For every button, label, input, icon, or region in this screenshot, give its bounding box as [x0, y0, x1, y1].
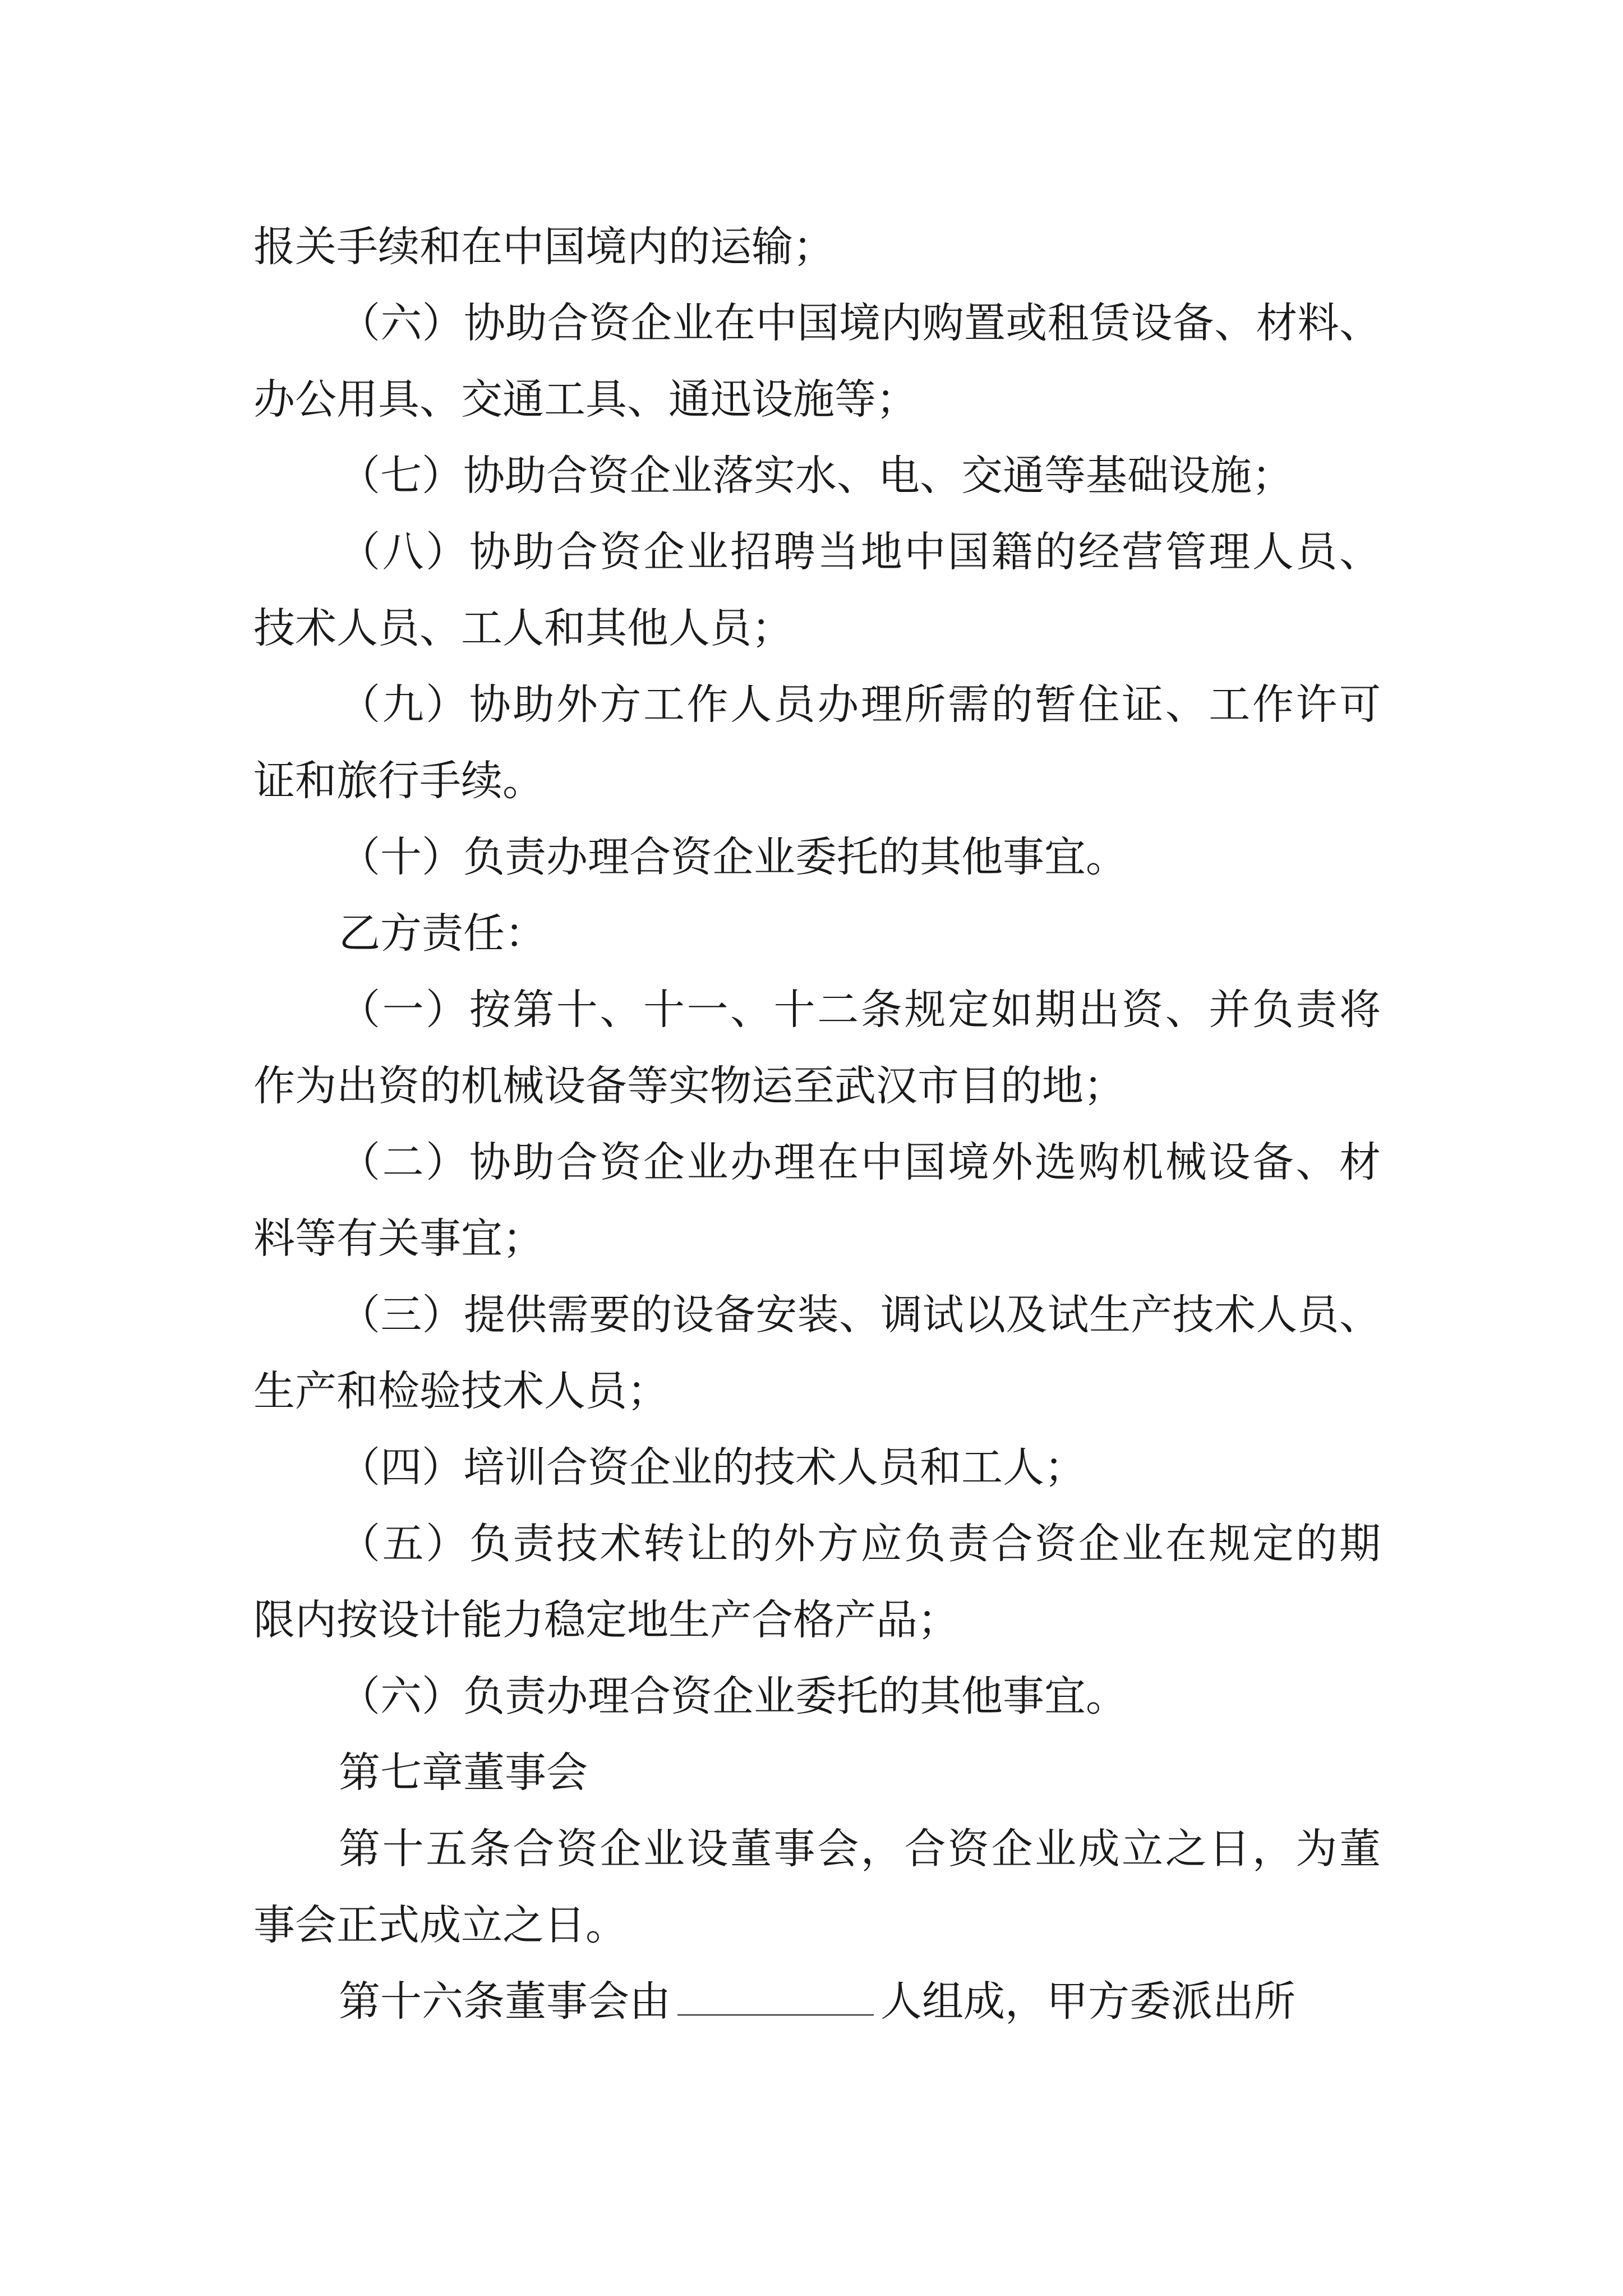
fill-in-blank: [677, 2012, 874, 2016]
text-line: （八）协助合资企业招聘当地中国籍的经营管理人员、: [339, 528, 1381, 576]
text-line: （三）提供需要的设备安装、调试以及试生产技术人员、: [339, 1291, 1381, 1339]
text-line: （六）协助合资企业在中国境内购置或租赁设备、材料、: [339, 299, 1381, 347]
text-line: 第十五条合资企业设董事会，合资企业成立之日，为董: [339, 1825, 1381, 1873]
text-line: （六）负责办理合资企业委托的其他事宜。: [339, 1672, 1127, 1720]
text-line: 生产和检验技术人员；: [253, 1367, 668, 1415]
text-line: 事会正式成立之日。: [253, 1901, 627, 1949]
text-line: （一）按第十、十一、十二条规定如期出资、并负责将: [339, 986, 1381, 1034]
text-line: 证和旅行手续。: [253, 757, 544, 805]
text-line: （五）负责技术转让的外方应负责合资企业在规定的期: [339, 1520, 1381, 1568]
text-line: （十）负责办理合资企业委托的其他事宜。: [339, 833, 1127, 881]
text-after-blank: 人组成，甲方委派出所: [880, 1977, 1295, 2026]
text-line: （九）协助外方工作人员办理所需的暂住证、工作许可: [339, 680, 1381, 729]
text-line: 作为出资的机械设备等实物运至武汉市目的地；: [253, 1062, 1125, 1110]
text-line: 限内按设计能力稳定地生产合格产品；: [253, 1596, 959, 1644]
text-line: （四）培训合资企业的技术人员和工人；: [339, 1443, 1086, 1492]
text-line: （七）协助合资企业落实水、电、交通等基础设施；: [339, 452, 1293, 500]
text-before-blank: 第十六条董事会由: [339, 1977, 671, 2026]
chapter-heading: 第七章董事会: [339, 1749, 588, 1797]
text-line-with-blank: [339, 1968, 1381, 2035]
section-heading: 乙方责任：: [339, 909, 546, 958]
text-line: 办公用具、交通工具、通迅设施等；: [253, 375, 917, 424]
text-line: 料等有关事宜；: [253, 1214, 544, 1263]
text-line: 技术人员、工人和其他人员；: [253, 604, 793, 652]
text-line: 报关手续和在中国境内的运输；: [253, 223, 834, 271]
text-line: （二）协助合资企业办理在中国境外选购机械设备、材: [339, 1138, 1381, 1186]
